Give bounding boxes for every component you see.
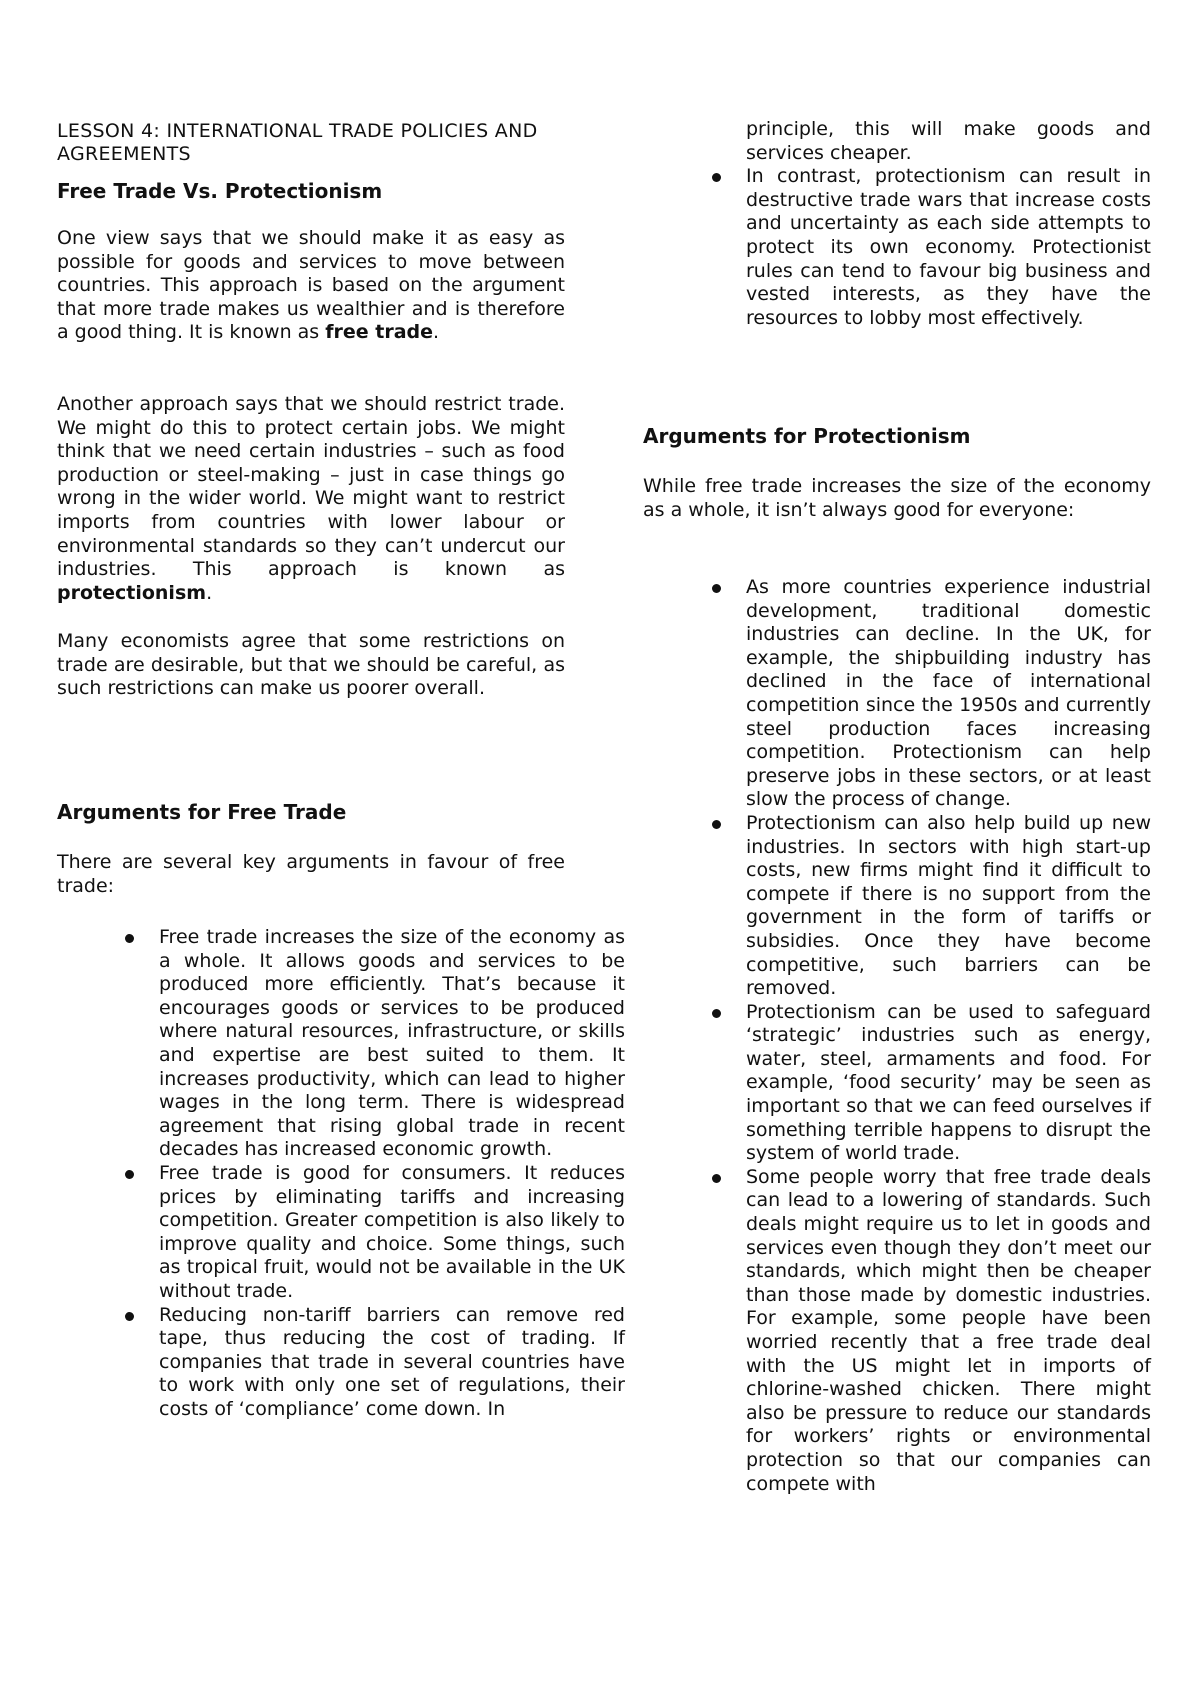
list-item	[746, 1001, 1151, 1166]
paragraph-protectionism-definition	[57, 393, 565, 605]
list-item-text: Protectionism can also help build up new industries. In sectors with high start-up costs, new firms might find it difficult to compete if there is no support from the government in the form of tariffs or subsidies. Once they have become competitive, such barriers can be removed.	[746, 811, 1151, 1000]
paragraph-end: .	[206, 581, 213, 604]
list-item-text: Free trade increases the size of the economy as a whole. It allows goods and services to be produced more efficiently. That’s because it encourages goods or services to be produced where natural resources, infrastructure, or skills and expertise are best suited to them. It increases productivity, which can lead to higher wages in the long term. There is widespread agreement that rising global trade in recent decades has increased economic growth.	[159, 926, 625, 1161]
lesson-title: LESSON 4: INTERNATIONAL TRADE POLICIES AND AGREEMENTS	[57, 120, 538, 165]
section-heading-free-trade-arguments: Arguments for Free Trade	[57, 800, 347, 824]
list-item	[159, 1304, 625, 1422]
bullet-icon	[712, 820, 721, 829]
paragraph-text: Another approach says that we should restrict trade. We might do this to protect certain jobs. We might think that we need certain industries – such as food production or steel-making – just in case things go wrong in the wider world. We might want to restrict imports from countries with lower labour or environmental standards so they can’t undercut our industries. This approach is known as	[57, 393, 565, 581]
list-item-text: principle, this will make goods and services cheaper.	[746, 118, 1151, 164]
list-item-text: Protectionism can be used to safeguard ‘strategic’ industries such as energy, water, steel, armaments and food. For example, ‘food security’ may be seen as important so that we can feed ourselves if something terrible happens to disrupt the system of world trade.	[746, 1000, 1151, 1165]
list-item	[746, 165, 1151, 330]
list-item-text: Reducing non-tariff barriers can remove red tape, thus reducing the cost of trading. If companies that trade in several countries have to work with only one set of regulations, their costs of ‘compliance’ come down. In	[159, 1303, 625, 1420]
list-item-continuation	[746, 118, 1151, 165]
free-trade-bullet-list-continued	[746, 118, 1151, 330]
list-item	[159, 926, 625, 1162]
list-item	[159, 1162, 625, 1304]
paragraph-text: One view says that we should make it as easy as possible for goods and services to move between countries. This approach is based on the argument that more trade makes us wealthier and is therefore a good thing. It is known as	[57, 227, 565, 344]
term-protectionism: protectionism	[57, 581, 207, 604]
list-item-text: Free trade is good for consumers. It reduces prices by eliminating tariffs and increasing competition. Greater competition is also likely to improve quality and choice. Some things, such as tropical fruit, would not be available in the UK without trade.	[159, 1161, 625, 1302]
list-item	[746, 812, 1151, 1001]
term-free-trade: free trade	[325, 321, 434, 344]
paragraph-free-trade-intro: There are several key arguments in favour of free trade:	[57, 851, 565, 897]
section-heading-free-trade-vs-protectionism: Free Trade Vs. Protectionism	[57, 179, 383, 203]
bullet-icon	[712, 1009, 721, 1018]
bullet-icon	[125, 934, 134, 943]
bullet-icon	[712, 173, 721, 182]
list-item	[746, 1166, 1151, 1496]
bullet-icon	[125, 1312, 134, 1321]
protectionism-bullet-list	[746, 576, 1151, 1496]
paragraph-end: .	[433, 321, 440, 344]
paragraph-free-trade-definition	[57, 227, 565, 345]
bullet-icon	[712, 584, 721, 593]
list-item-text: Some people worry that free trade deals can lead to a lowering of standards. Such deals might require us to let in goods and services even though they don’t meet our standards, which might then be cheaper than those made by domestic industries. For example, some people have been worried recently that a free trade deal with the US might let in imports of chlorine-washed chicken. There might also be pressure to reduce our standards for workers’ rights or environmental protection so that our companies can compete with	[746, 1165, 1151, 1495]
paragraph-protectionism-intro: While free trade increases the size of the economy as a whole, it isn’t always good for everyone:	[643, 475, 1151, 521]
list-item-text: In contrast, protectionism can result in destructive trade wars that increase costs and uncertainty as each side attempts to protect its own economy. Protectionist rules can tend to favour big business and vested interests, as they have the resources to lobby most effectively.	[746, 165, 1151, 329]
paragraph-economists-view: Many economists agree that some restrictions on trade are desirable, but that we should be careful, as such restrictions can make us poorer overall.	[57, 630, 565, 700]
bullet-icon	[125, 1170, 134, 1179]
list-item	[746, 576, 1151, 812]
section-heading-protectionism-arguments: Arguments for Protectionism	[643, 424, 971, 448]
bullet-icon	[712, 1174, 721, 1183]
list-item-text: As more countries experience industrial development, traditional domestic industries can decline. In the UK, for example, the shipbuilding industry has declined in the face of international competition since the 1950s and currently steel production faces increasing competition. Protectionism can help preserve jobs in these sectors, or at least slow the process of change.	[746, 576, 1151, 811]
free-trade-bullet-list	[159, 926, 625, 1421]
